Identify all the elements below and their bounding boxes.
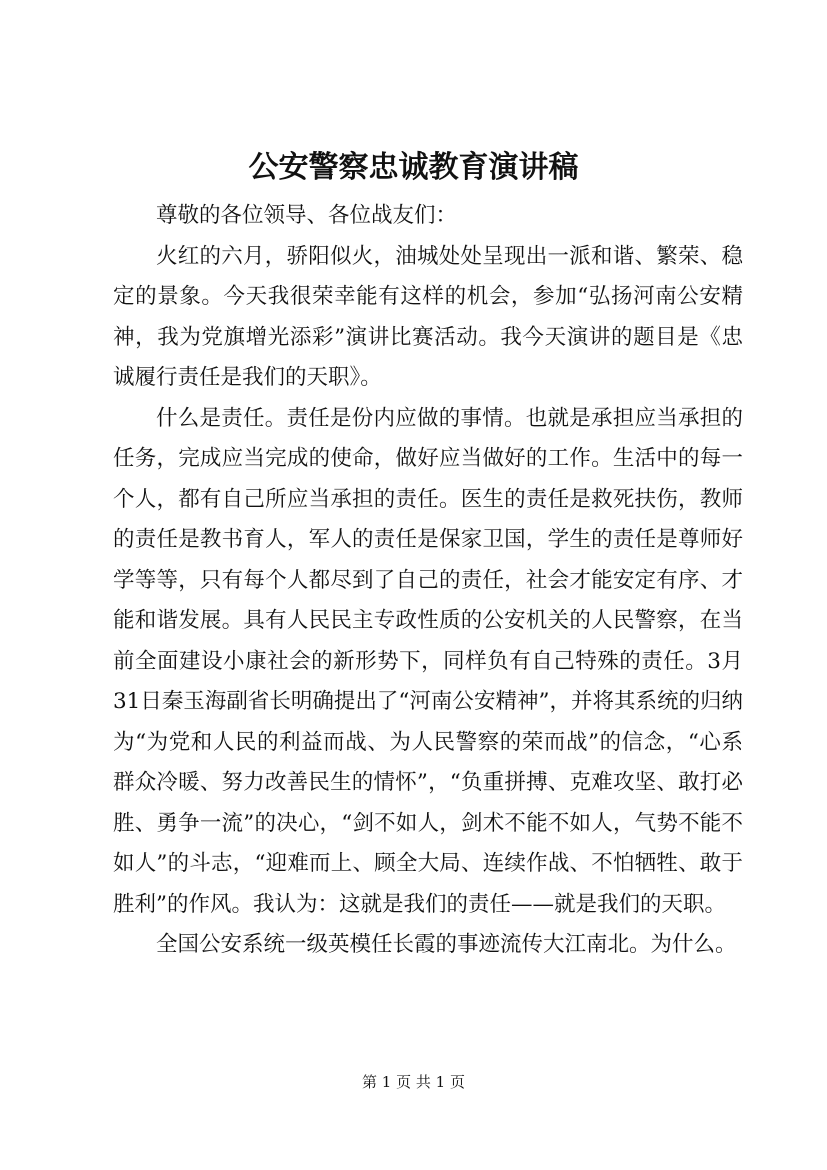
body-paragraph: 什么是责任。责任是份内应做的事情。也就是承担应当承担的任务，完成应当完成的使命，做好应当做好的工作。生活中的每一个人，都有自己所应当承担的责任。医生的责任是救死扶伤，教师的责任是教书育人，军人的责任是保家卫国，学生的责任是尊师好学等等，只有每个人都尽到了自己的责任，社会才能安定有序、才能和谐发展。具有人民民主专政性质的公安机关的人民警察，在当前全面建设小康社会的新形势下，同样负有自己特殊的责任。3月31日秦玉海副省长明确提出了“河南公安精神”，并将其系统的归纳为“为党和人民的利益而战、为人民警察的荣而战”的信念，“心系群众冷暖、努力改善民生的情怀”，“负重拼搏、克难攻坚、敢打必胜、勇争一流”的决心，“剑不如人，剑术不能不如人，气势不能不如人”的斗志，“迎难而上、顾全大局、连续作战、不怕牺牲、敢于胜利”的作风。我认为：这就是我们的责任——就是我们的天职。 <box>113 405 743 917</box>
body-paragraph: 火红的六月，骄阳似火，油城处处呈现出一派和谐、繁荣、稳定的景象。今天我很荣幸能有这样的机会，参加“弘扬河南公安精神，我为党旗增光添彩”演讲比赛活动。我今天演讲的题目是《忠诚履行责任是我们的天职》。 <box>113 243 743 390</box>
page-footer: 第 1 页 共 1 页 <box>362 1073 465 1091</box>
body-paragraph: 全国公安系统一级英模任长霞的事迹流传大江南北。为什么。 <box>156 932 737 957</box>
document-body <box>113 196 743 966</box>
salutation-paragraph: 尊敬的各位领导、各位战友们： <box>156 203 458 228</box>
document-title: 公安警察忠诚教育演讲稿 <box>248 150 579 185</box>
